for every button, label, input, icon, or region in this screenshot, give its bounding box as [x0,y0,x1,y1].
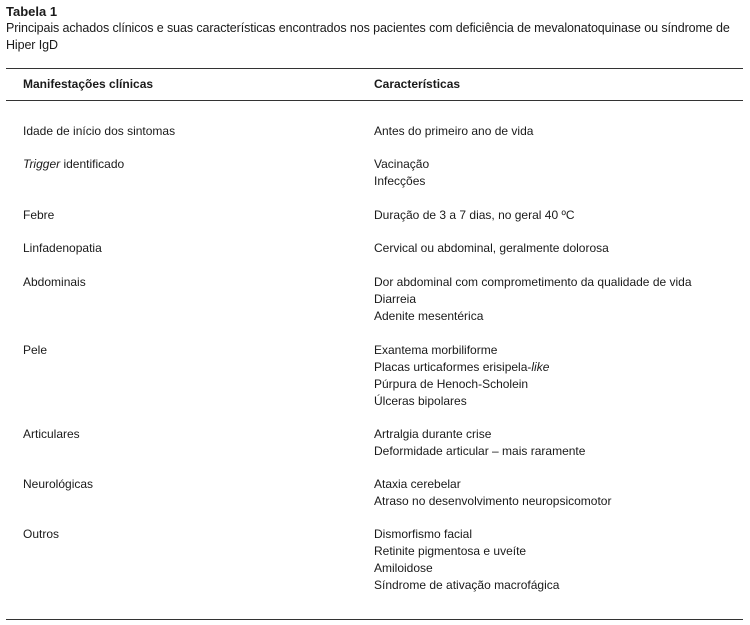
characteristic-item: Úlceras bipolares [374,394,467,408]
characteristic-item [374,359,549,376]
characteristic-item: Antes do primeiro ano de vida [374,124,534,138]
characteristic-item: Síndrome de ativação macrofágica [374,578,560,592]
row-characteristics [374,123,533,140]
row-label-rest: identificado [60,157,125,171]
row-characteristics [374,156,429,190]
table-title: Tabela 1 [6,4,58,19]
characteristic-item: Atraso no desenvolvimento neuropsicomotor [374,494,612,508]
characteristic-item: Artralgia durante crise [374,427,492,441]
characteristic-item: Diarreia [374,292,417,306]
characteristic-item: Dismorfismo facial [374,527,473,541]
characteristic-item: Retinite pigmentosa e uveíte [374,544,527,558]
table-description: Principais achados clínicos e suas características encontrados nos pacientes com deficiência de mevalonatoquinase ou síndrome de Hiper IgD [6,21,730,52]
row-label: Linfadenopatia [23,241,102,255]
characteristic-item: Duração de 3 a 7 dias, no geral 40 ºC [374,208,575,222]
characteristic-item: Vacinação [374,157,430,171]
characteristic-item: Amiloidose [374,561,433,575]
row-label: Idade de início dos sintomas [23,124,176,138]
characteristic-text: Placas urticaformes erisipela- [374,360,532,374]
row-label: Outros [23,527,60,541]
row-label-italic: Trigger [23,157,61,171]
characteristic-item: Exantema morbiliforme [374,343,498,357]
characteristic-item: Cervical ou abdominal, geralmente dolorosa [374,241,609,255]
characteristic-item: Ataxia cerebelar [374,477,461,491]
table-caption [6,4,746,54]
row-characteristics [374,274,692,325]
characteristic-item: Púrpura de Henoch-Scholein [374,377,529,391]
characteristic-item: Adenite mesentérica [374,309,484,323]
row-label: Abdominais [23,275,86,289]
table-top-rule [6,68,743,69]
row-characteristics [374,240,609,257]
row-characteristics [374,342,549,410]
row-label: Pele [23,343,48,357]
row-label: Febre [23,208,55,222]
row-characteristics [374,207,575,224]
characteristic-italic-suffix: like [531,360,550,374]
row-label [23,156,124,173]
table-bottom-rule [6,619,743,620]
row-characteristics [374,476,611,510]
characteristic-item: Deformidade articular – mais raramente [374,444,586,458]
table-header-rule [6,100,743,101]
characteristic-item: Infecções [374,174,426,188]
column-header-characteristics: Características [374,77,461,91]
column-header-manifestations: Manifestações clínicas [23,77,154,91]
row-characteristics [374,526,559,594]
row-label: Neurológicas [23,477,94,491]
row-characteristics [374,426,585,460]
row-label: Articulares [23,427,80,441]
characteristic-item: Dor abdominal com comprometimento da qualidade de vida [374,275,692,289]
